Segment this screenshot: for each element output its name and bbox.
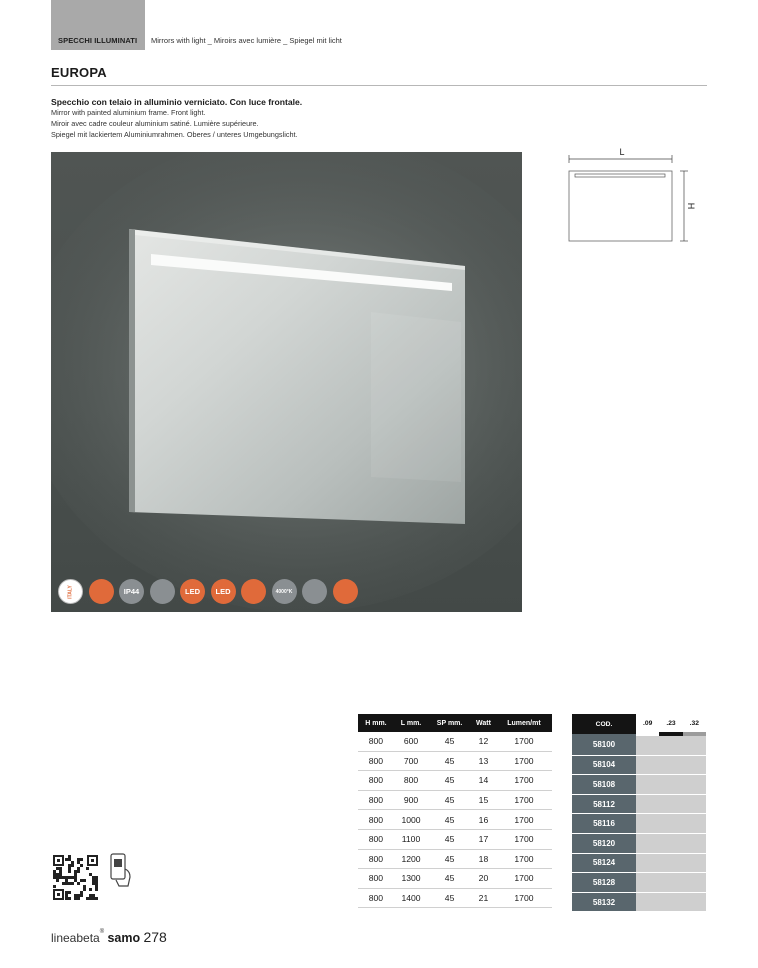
table-cell: 13 <box>471 751 496 771</box>
product-code: 58112 <box>572 794 636 814</box>
table-cell: 45 <box>428 849 471 869</box>
table-row <box>358 751 552 771</box>
finish-availability-cell <box>636 873 706 893</box>
category-label: SPECCHI ILLUMINATI <box>58 36 138 45</box>
table-cell: 800 <box>358 869 394 889</box>
code-row <box>572 833 706 853</box>
badge-text: IP44 <box>123 587 140 596</box>
finish-code-label: .23 <box>666 719 676 727</box>
table-cell: 1300 <box>394 869 428 889</box>
dimension-drawing <box>560 143 700 247</box>
table-cell: 21 <box>471 888 496 908</box>
table-row <box>358 849 552 869</box>
table-cell: 800 <box>358 771 394 791</box>
table-row <box>358 869 552 889</box>
code-row <box>572 755 706 775</box>
smartphone-scan-icon <box>107 852 133 890</box>
badge-text: 4000°K <box>275 589 293 595</box>
finish-availability-cell <box>636 892 706 912</box>
ip44-icon <box>119 579 144 604</box>
table-row <box>358 771 552 791</box>
spec-table-header <box>358 714 552 732</box>
table-cell: 700 <box>394 751 428 771</box>
table-cell: 45 <box>428 810 471 830</box>
code-column-header: COD. <box>572 714 636 734</box>
table-cell: 15 <box>471 790 496 810</box>
led-ring-icon <box>211 579 236 604</box>
table-cell: 1700 <box>496 869 552 889</box>
italy-flag-icon <box>58 579 83 604</box>
product-code: 58108 <box>572 775 636 795</box>
qr-code-image <box>53 855 98 900</box>
product-title: EUROPA <box>51 65 107 80</box>
table-row <box>358 829 552 849</box>
no-tools-icon <box>150 579 175 604</box>
table-cell: 18 <box>471 849 496 869</box>
badge-text: LED <box>215 587 231 596</box>
finish-swatch-header <box>636 714 659 734</box>
finish-availability-cell <box>636 775 706 795</box>
brand-name-bold: samo <box>107 931 141 945</box>
code-row <box>572 734 706 755</box>
badge-text: LED <box>185 587 200 596</box>
finish-code-label: .09 <box>643 719 653 727</box>
table-cell: 1700 <box>496 888 552 908</box>
page-number: 278 <box>143 929 167 945</box>
product-code: 58104 <box>572 755 636 775</box>
table-cell: 900 <box>394 790 428 810</box>
code-row <box>572 873 706 893</box>
description-english: Mirror with painted aluminium frame. Front light. <box>51 108 206 117</box>
finish-availability-cell <box>636 755 706 775</box>
table-cell: 12 <box>471 732 496 751</box>
table-cell: 1700 <box>496 829 552 849</box>
table-cell: 800 <box>358 790 394 810</box>
finish-availability-cell <box>636 853 706 873</box>
code-row <box>572 775 706 795</box>
table-cell: 1700 <box>496 810 552 830</box>
mirror-outline <box>569 171 672 241</box>
finish-availability-cell <box>636 734 706 755</box>
table-cell: 45 <box>428 790 471 810</box>
table-cell: 1200 <box>394 849 428 869</box>
table-cell: 45 <box>428 829 471 849</box>
product-code: 58132 <box>572 892 636 912</box>
table-cell: 45 <box>428 888 471 908</box>
code-table-header <box>572 714 706 734</box>
code-table <box>572 714 706 912</box>
table-row <box>358 732 552 751</box>
finish-availability-cell <box>636 794 706 814</box>
ce-mark-icon <box>89 579 114 604</box>
led-icon <box>180 579 205 604</box>
table-cell: 800 <box>358 849 394 869</box>
code-row <box>572 794 706 814</box>
finish-availability-cell <box>636 833 706 853</box>
footer-brand: lineabeta® samo 278 <box>51 929 167 945</box>
badge-text: ITALY <box>67 585 74 599</box>
title-divider <box>51 85 707 86</box>
product-code: 58124 <box>572 853 636 873</box>
product-photo <box>51 152 522 612</box>
brand-name-light: lineabeta <box>51 931 100 945</box>
table-cell: 45 <box>428 732 471 751</box>
table-cell: 45 <box>428 751 471 771</box>
dimmer-icon <box>241 579 266 604</box>
spec-table <box>358 714 552 908</box>
spec-column-header: Lumen/mt <box>496 714 552 732</box>
category-subtitle: Mirrors with light _ Miroirs avec lumière _ Spiegel mit licht <box>151 36 342 45</box>
table-cell: 1400 <box>394 888 428 908</box>
switch-icon <box>333 579 358 604</box>
spec-column-header: SP mm. <box>428 714 471 732</box>
table-cell: 800 <box>358 751 394 771</box>
code-row <box>572 853 706 873</box>
mirror-illustration <box>51 152 522 612</box>
table-cell: 14 <box>471 771 496 791</box>
color-temperature-icon <box>272 579 297 604</box>
table-cell: 1700 <box>496 732 552 751</box>
table-row <box>358 888 552 908</box>
spec-column-header: H mm. <box>358 714 394 732</box>
table-cell: 45 <box>428 771 471 791</box>
ceiling-light-icon <box>302 579 327 604</box>
description-german: Spiegel mit lackiertem Aluminiumrahmen. Oberes / unteres Umgebungslicht. <box>51 130 298 139</box>
table-cell: 16 <box>471 810 496 830</box>
table-row <box>358 810 552 830</box>
description-italian: Specchio con telaio in alluminio verniciato. Con luce frontale. <box>51 97 303 107</box>
code-row <box>572 814 706 834</box>
table-cell: 17 <box>471 829 496 849</box>
table-row <box>358 790 552 810</box>
finish-swatch-header <box>683 714 706 734</box>
qr-code <box>53 855 98 900</box>
spec-column-header: Watt <box>471 714 496 732</box>
table-cell: 45 <box>428 869 471 889</box>
table-cell: 1100 <box>394 829 428 849</box>
table-cell: 1700 <box>496 790 552 810</box>
light-bar-outline <box>575 174 665 177</box>
spec-column-header: L mm. <box>394 714 428 732</box>
table-cell: 800 <box>358 810 394 830</box>
table-cell: 800 <box>394 771 428 791</box>
width-label: L <box>619 147 625 157</box>
table-cell: 800 <box>358 829 394 849</box>
table-cell: 800 <box>358 732 394 751</box>
height-label: H <box>686 202 696 210</box>
finish-availability-cell <box>636 814 706 834</box>
product-code: 58116 <box>572 814 636 834</box>
table-cell: 1700 <box>496 771 552 791</box>
table-cell: 1700 <box>496 849 552 869</box>
table-cell: 600 <box>394 732 428 751</box>
description-french: Miroir avec cadre couleur aluminium satiné. Lumière supérieure. <box>51 119 259 128</box>
product-code: 58120 <box>572 833 636 853</box>
finish-swatch-header <box>659 714 682 734</box>
table-cell: 1000 <box>394 810 428 830</box>
code-row <box>572 892 706 912</box>
product-code: 58128 <box>572 873 636 893</box>
table-cell: 20 <box>471 869 496 889</box>
product-code: 58100 <box>572 734 636 755</box>
table-cell: 1700 <box>496 751 552 771</box>
finish-code-label: .32 <box>689 719 699 727</box>
table-cell: 800 <box>358 888 394 908</box>
